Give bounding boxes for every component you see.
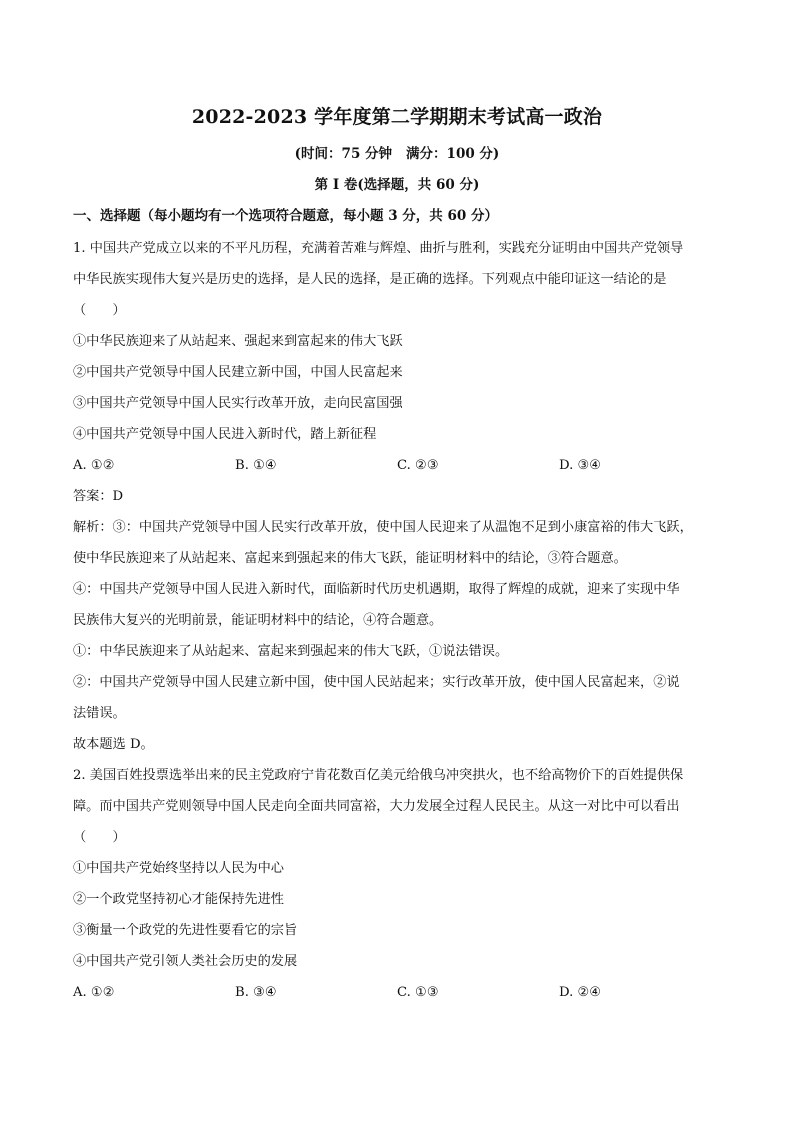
q1-analysis-line: 解析：③：中国共产党领导中国人民实行改革开放，使中国人民迎来了从温饱不足到小康富裕的伟大飞跃，: [73, 520, 693, 535]
q2-option-c: C. ①③: [397, 985, 439, 1000]
q1-statement: ①中华民族迎来了从站起来、强起来到富起来的伟大飞跃: [73, 334, 403, 349]
section-title: 一、选择题（每小题均有一个选项符合题意，每小题 3 分，共 60 分）: [73, 208, 498, 224]
q1-analysis-line: 使中华民族迎来了从站起来、富起来到强起来的伟大飞跃，能证明材料中的结论，③符合题意。: [73, 551, 627, 566]
q1-statement: ②中国共产党领导中国人民建立新中国，中国人民富起来: [73, 365, 403, 380]
q2-stem-blank: （ ）: [73, 830, 126, 845]
q1-analysis-line: ②：中国共产党领导中国人民建立新中国，使中国人民站起来；实行改革开放，使中国人民富起来，②说: [73, 675, 680, 690]
q2-statement: ②一个政党坚持初心才能保持先进性: [73, 892, 284, 907]
q2-option-a: A. ①②: [73, 985, 115, 1000]
q1-analysis-line: 民族伟大复兴的光明前景，能证明材料中的结论，④符合题意。: [73, 613, 443, 628]
q2-option-b: B. ③④: [235, 985, 277, 1000]
exam-score: 满分：100 分): [406, 146, 500, 162]
exam-time: (时间：75 分钟: [294, 146, 393, 162]
exam-title: 2022-2023 学年度第二学期期末考试高一政治: [191, 106, 603, 128]
q1-options: [73, 450, 723, 481]
q1-analysis-line: 法错误。: [73, 706, 126, 721]
q1-analysis-line: ④：中国共产党领导中国人民进入新时代，面临新时代历史机遇期，取得了辉煌的成就，迎来了实现中华: [73, 582, 680, 597]
exam-info: [0, 144, 794, 164]
q1-stem-line: 中华民族实现伟大复兴是历史的选择，是人民的选择，是正确的选择。下列观点中能印证这一结论的是: [73, 272, 667, 287]
q1-statement: ③中国共产党领导中国人民实行改革开放，走向民富国强: [73, 396, 403, 411]
q1-analysis-line: ①：中华民族迎来了从站起来、富起来到强起来的伟大飞跃，①说法错误。: [73, 644, 509, 659]
q1-statement: ④中国共产党领导中国人民进入新时代，踏上新征程: [73, 427, 377, 442]
questions-content: [73, 233, 723, 1008]
q2-stem-line: 障。而中国共产党则领导中国人民走向全面共同富裕，大力发展全过程人民民主。从这一对比中可以看出: [73, 799, 680, 814]
q2-option-d: D. ②④: [559, 985, 602, 1000]
part-title: 第 I 卷(选择题，共 60 分): [314, 177, 480, 193]
q1-conclusion: 故本题选 D。: [73, 737, 154, 752]
q2-statement: ④中国共产党引领人类社会历史的发展: [73, 954, 298, 969]
q1-option-c: C. ②③: [397, 458, 439, 473]
q2-options: [73, 977, 723, 1008]
q2-statement: ③衡量一个政党的先进性要看它的宗旨: [73, 923, 298, 938]
q1-stem-line: 1. 中国共产党成立以来的不平凡历程，充满着苦难与辉煌、曲折与胜利，实践充分证明由中国共产党领导: [73, 241, 684, 256]
q1-answer: 答案：D: [73, 489, 124, 504]
q2-stem-line: 2. 美国百姓投票选举出来的民主党政府宁肯花数百亿美元给俄乌冲突拱火，也不给高物价下的百姓提供保: [73, 768, 684, 783]
q1-option-b: B. ①④: [235, 458, 277, 473]
q1-option-d: D. ③④: [559, 458, 602, 473]
q1-option-a: A. ①②: [73, 458, 115, 473]
q2-statement: ①中国共产党始终坚持以人民为中心: [73, 861, 284, 876]
q1-stem-blank: （ ）: [73, 303, 126, 318]
